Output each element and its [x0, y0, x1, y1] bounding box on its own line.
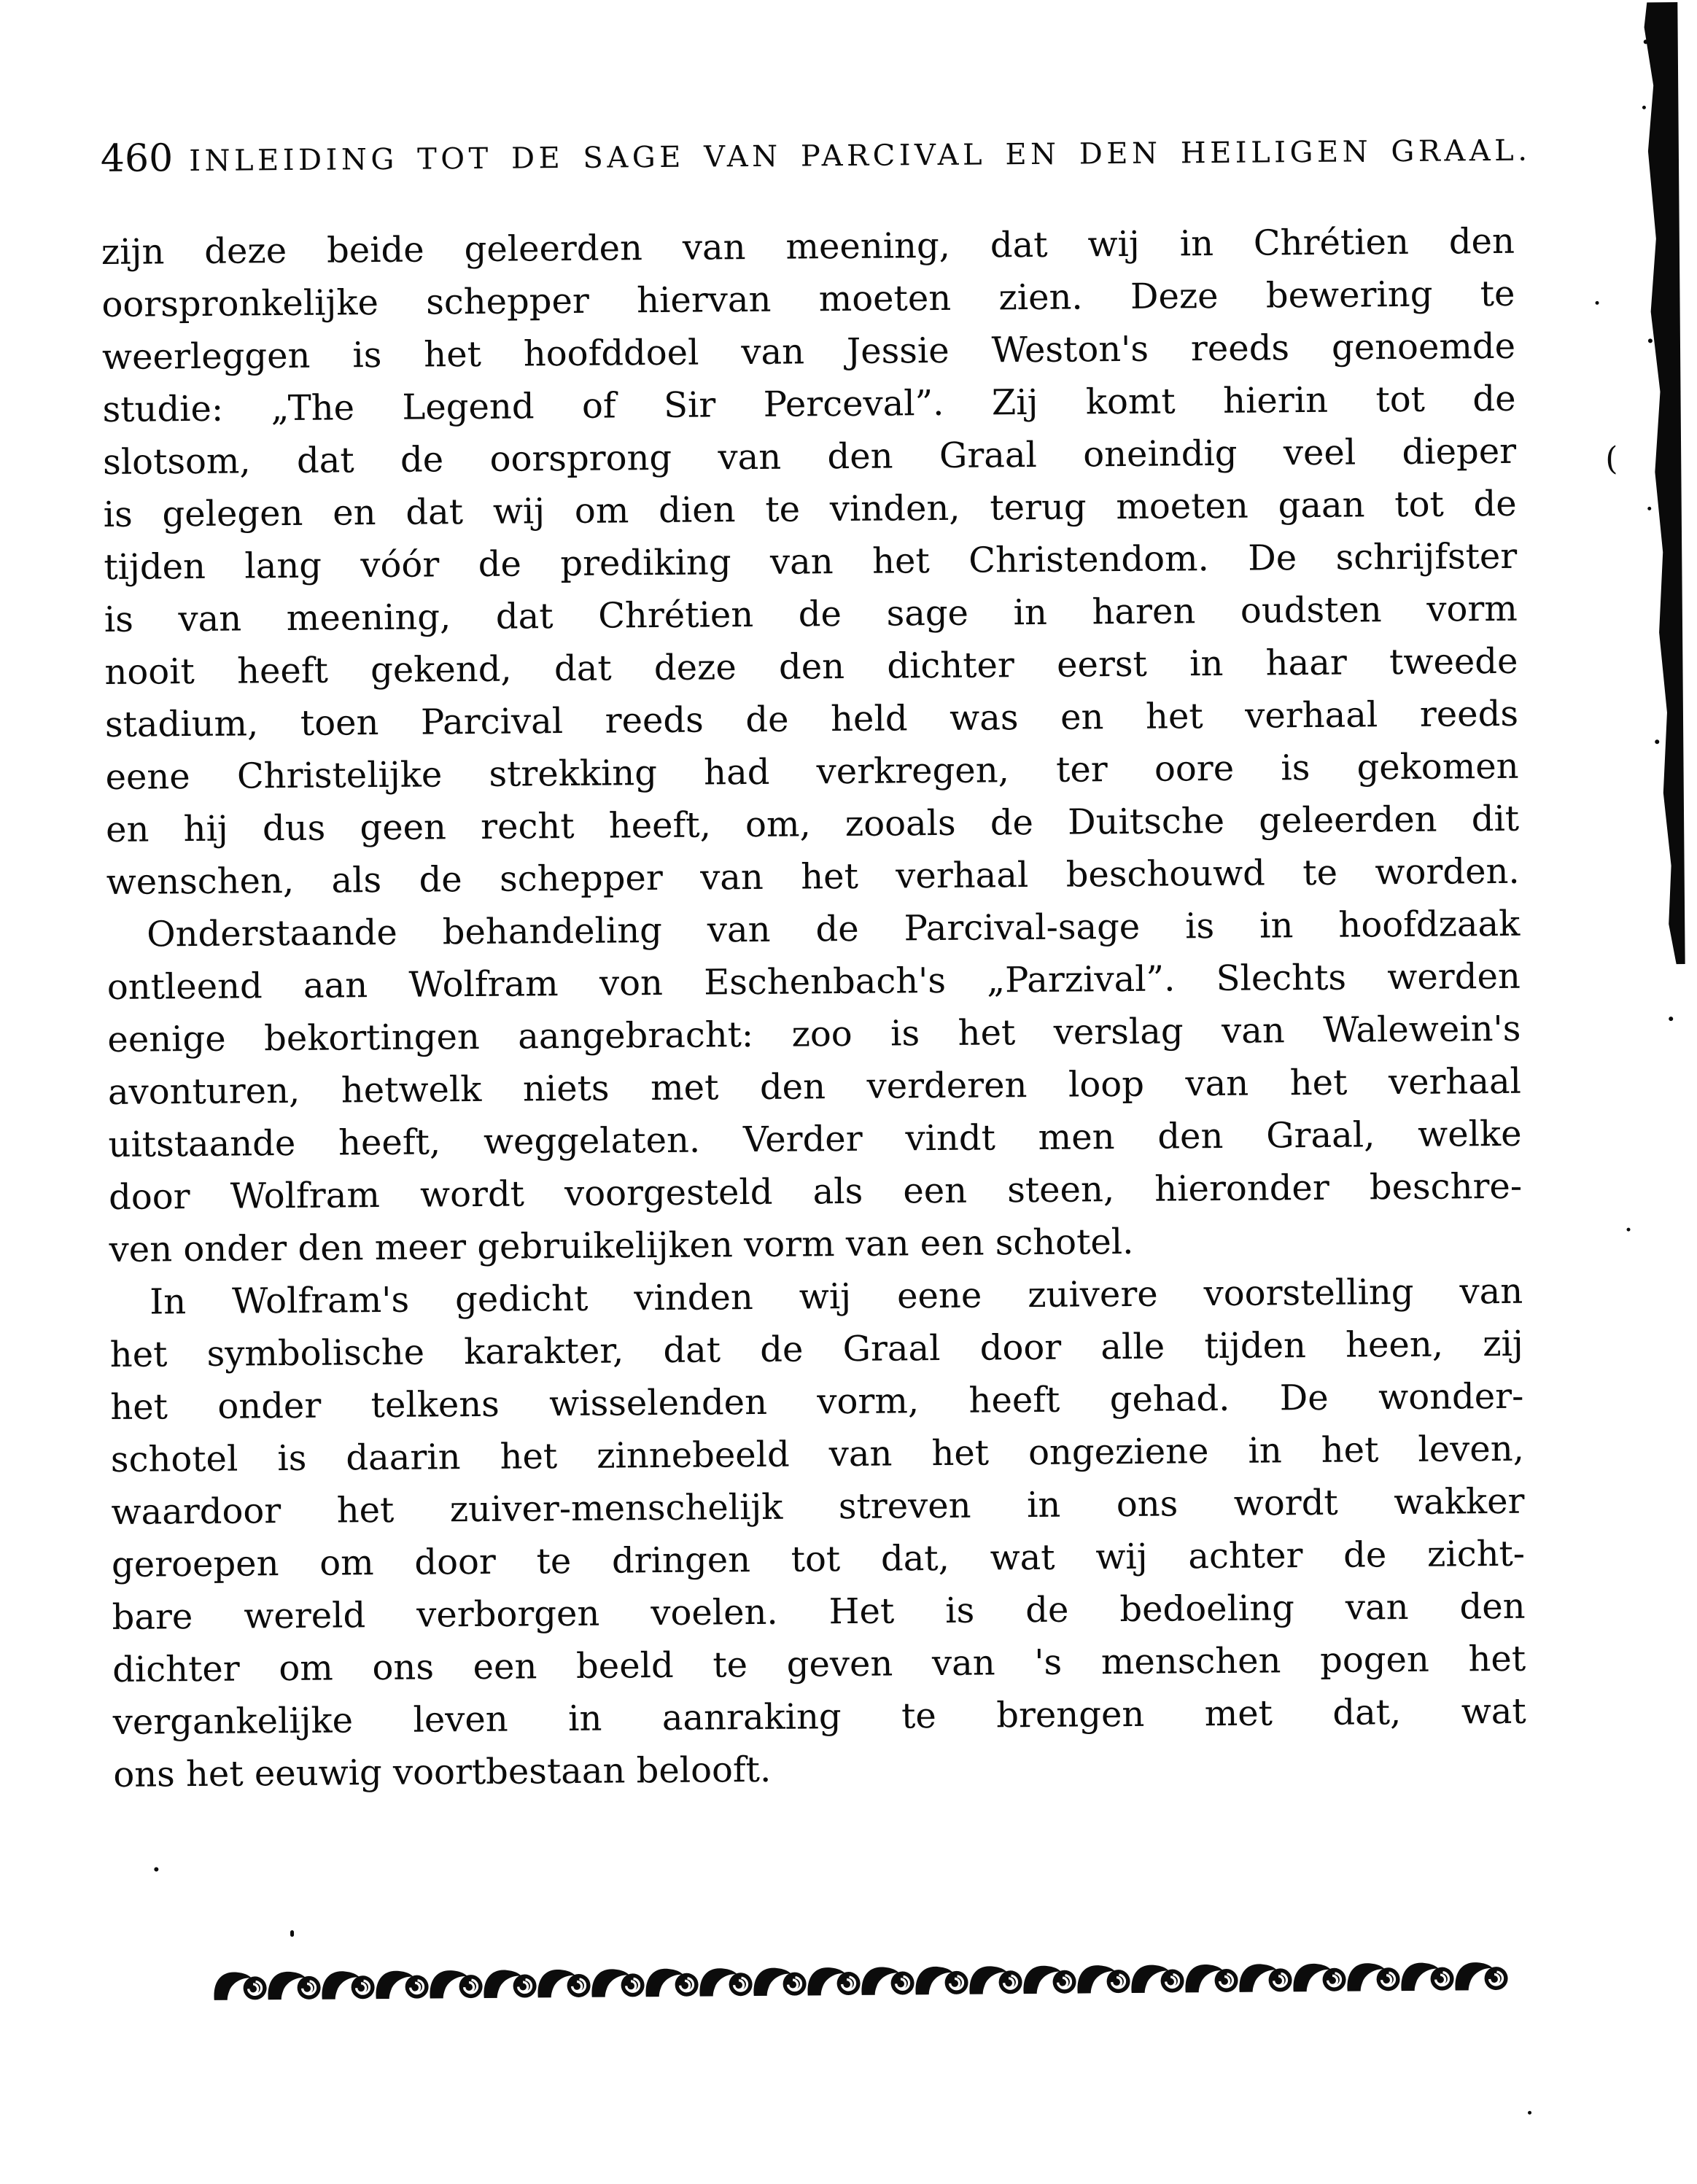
scan-artifact-bar [1641, 0, 1694, 1062]
ink-speck [1528, 2111, 1531, 2115]
margin-mark: ( [1605, 440, 1618, 478]
ornament-band [213, 1959, 1511, 2002]
ink-speck [290, 1930, 294, 1937]
text-line: geroepen om door te dringen tot dat, wat wij achter de zicht- [111, 1533, 1526, 1585]
text-line: schotel is daarin het zinnebeeld van het ongeziene in het leven, [110, 1428, 1525, 1480]
text-line: In Wolfram's gedicht vinden wij eene zuivere voorstelling van [149, 1270, 1523, 1323]
text-line: weerleggen is het hoofddoel van Jessie Weston's reeds genoemde [101, 325, 1516, 378]
text-line: door Wolfram wordt voorgesteld als een steen, hieronder beschre- [108, 1165, 1523, 1218]
text-line: dichter om ons een beeld te geven van 's menschen pogen het [112, 1638, 1526, 1690]
text-line: ontleend aan Wolfram von Eschenbach's „Parzival”. Slechts werden [106, 955, 1521, 1008]
page-header [100, 128, 1531, 182]
text-line: het onder telkens wisselenden vorm, heeft gehad. De wonder- [110, 1375, 1524, 1428]
text-line: bare wereld verborgen voelen. Het is de bedoeling van den [112, 1585, 1526, 1638]
text-line: nooit heeft gekend, dat deze den dichter eerst in haar tweede [104, 640, 1518, 693]
text-line: Onderstaande behandeling van de Parcival-sage is in hoofdzaak [147, 903, 1521, 955]
ink-speck [1626, 1228, 1630, 1232]
text-line: vergankelijke leven in aanraking te brengen met dat, wat [112, 1690, 1526, 1743]
ink-speck [1596, 301, 1599, 305]
page-number: 460 [100, 136, 174, 182]
text-block [101, 215, 1527, 1801]
text-line: het symbolische karakter, dat de Graal door alle tijden heen, zij [109, 1323, 1523, 1375]
text-line: eene Christelijke strekking had verkregen, ter oore is gekomen [105, 745, 1519, 798]
text-line: avonturen, hetwelk niets met den verderen loop van het verhaal [107, 1060, 1522, 1113]
text-line: uitstaande heeft, weggelaten. Verder vindt men den Graal, welke [108, 1113, 1522, 1165]
ink-speck [154, 1867, 158, 1871]
paragraph [101, 215, 1520, 909]
paragraph [106, 898, 1523, 1276]
text-line: is gelegen en dat wij om dien te vinden, terug moeten gaan tot de [103, 483, 1517, 535]
text-line: slotsom, dat de oorsprong van den Graal oneindig veel dieper [102, 430, 1517, 483]
text-line: en hij dus geen recht heeft, om, zooals de Duitsche geleerden dit [105, 798, 1520, 850]
text-line: stadium, toen Parcival reeds de held was en het verhaal reeds [104, 693, 1519, 745]
text-line: tijden lang vóór de prediking van het Christendom. De schrijfster [104, 535, 1518, 588]
text-line: is van meening, dat Chrétien de sage in haren oudsten vorm [104, 588, 1518, 640]
text-line: waardoor het zuiver-menschelijk streven in ons wordt wakker [111, 1480, 1525, 1533]
paragraph [109, 1265, 1527, 1801]
text-line: zijn deze beide geleerden van meening, dat wij in Chrétien den [101, 220, 1515, 273]
running-title: INLEIDING TOT DE SAGE VAN PARCIVAL EN DEN HEILIGEN GRAAL. [189, 133, 1531, 179]
text-line: oorspronkelijke schepper hiervan moeten zien. Deze bewering te [101, 273, 1515, 326]
text-line: ons het eeuwig voortbestaan belooft. [113, 1749, 772, 1795]
text-line: ven onder den meer gebruikelijken vorm van een schotel. [109, 1221, 1134, 1270]
text-line: wenschen, als de schepper van het verhaal beschouwd te worden. [106, 850, 1520, 903]
text-line: eenige bekortingen aangebracht: zoo is het verslag van Walewein's [107, 1008, 1521, 1060]
text-line: studie: „The Legend of Sir Perceval”. Zij komt hierin tot de [102, 378, 1516, 431]
